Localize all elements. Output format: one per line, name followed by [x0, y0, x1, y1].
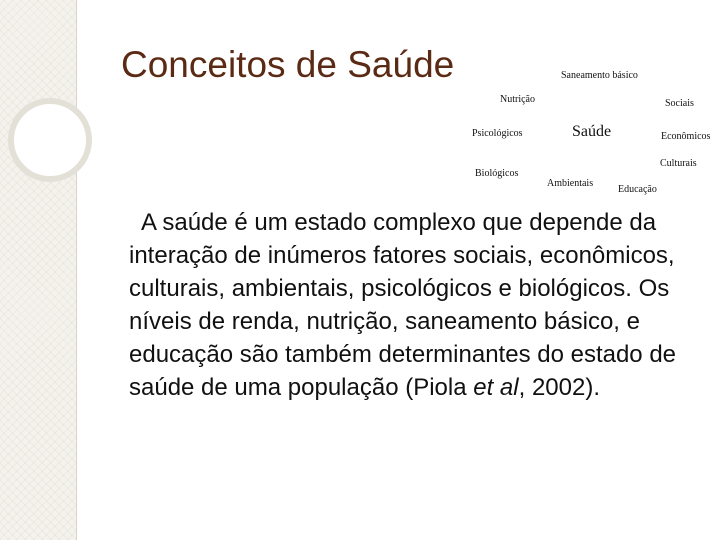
- factor-ambientais: Ambientais: [547, 178, 594, 189]
- decorative-ring: [8, 98, 92, 182]
- factor-biologicos: Biológicos: [475, 168, 519, 179]
- citation-year: , 2002).: [518, 374, 601, 401]
- factor-economicos: Econômicos: [661, 131, 711, 142]
- citation-et-al: et al: [473, 374, 519, 401]
- factor-educacao: Educação: [618, 184, 657, 195]
- factor-nutricao: Nutrição: [500, 94, 535, 105]
- factor-saneamento: Saneamento básico: [561, 70, 638, 81]
- body-paragraph: [129, 206, 689, 404]
- side-divider: [76, 0, 77, 540]
- body-text: A saúde é um estado complexo que depende da interação de inúmeros fatores sociais, econômicos, culturais, ambientais, psicológicos e biológicos. Os níveis de renda, nutrição, saneamento básico, e educação são também determinantes do estado de saúde de uma população (Piola: [129, 209, 677, 401]
- factor-psicologicos: Psicológicos: [472, 128, 523, 139]
- factor-sociais: Sociais: [665, 98, 694, 109]
- slide-title: Conceitos de Saúde: [121, 44, 455, 85]
- decorative-side-band: [0, 0, 76, 540]
- factor-culturais: Culturais: [660, 158, 697, 169]
- diagram-center-saude: Saúde: [572, 123, 612, 140]
- health-factors-diagram: [468, 62, 720, 202]
